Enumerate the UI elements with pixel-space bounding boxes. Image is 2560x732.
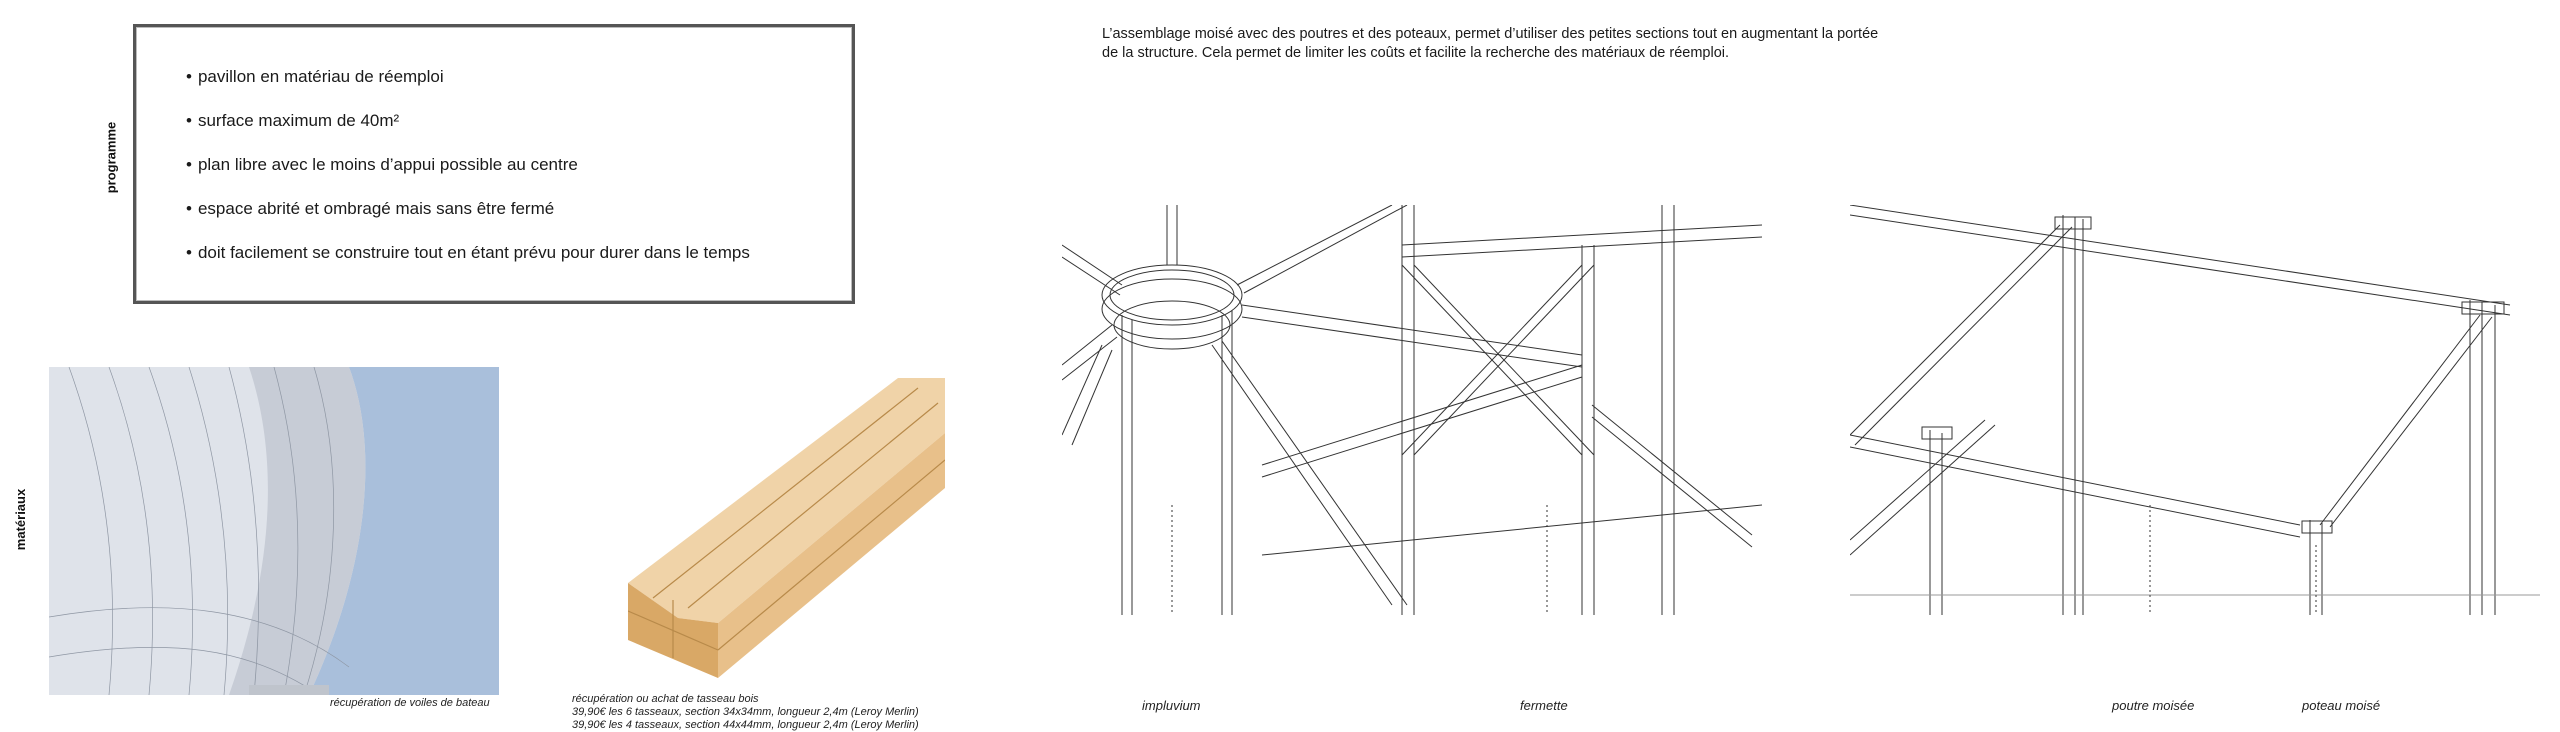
callout-poutre-moisee: poutre moisée <box>2112 698 2195 713</box>
structure-drawing-moise <box>1850 205 2540 615</box>
wood-caption-line: récupération ou achat de tasseau bois <box>572 693 759 705</box>
wood-caption <box>572 693 919 732</box>
programme-label: programme <box>103 121 119 194</box>
sail-caption: récupération de voiles de bateau <box>330 697 490 709</box>
list-item: • doit facilement se construire tout en étant prévu pour durer dans le temps <box>186 243 750 263</box>
list-item: • surface maximum de 40m² <box>186 111 750 131</box>
list-item: • pavillon en matériau de réemploi <box>186 67 750 87</box>
materiaux-label: matériaux <box>13 488 29 551</box>
wood-photo <box>628 378 945 684</box>
programme-box <box>133 24 855 304</box>
callout-impluvium: impluvium <box>1142 698 1201 713</box>
wood-caption-line: 39,90€ les 6 tasseaux, section 34x34mm, longueur 2,4m (Leroy Merlin) <box>572 706 919 718</box>
sail-photo <box>49 367 499 695</box>
structure-drawing-impluvium <box>1062 205 1762 615</box>
callout-poteau-moise: poteau moisé <box>2302 698 2381 713</box>
list-item: • plan libre avec le moins d’appui possible au centre <box>186 155 750 175</box>
intro-paragraph: L’assemblage moisé avec des poutres et des poteaux, permet d’utiliser des petites sections tout en augmentant la portée de la structure. Cela permet de limiter les coûts et facilite la recherche des matériaux de réemploi. <box>1102 26 1879 61</box>
programme-list <box>186 67 750 287</box>
wood-caption-line: 39,90€ les 4 tasseaux, section 44x44mm, longueur 2,4m (Leroy Merlin) <box>572 719 919 731</box>
callout-fermette: fermette <box>1520 698 1568 713</box>
list-item: • espace abrité et ombragé mais sans être fermé <box>186 199 750 219</box>
